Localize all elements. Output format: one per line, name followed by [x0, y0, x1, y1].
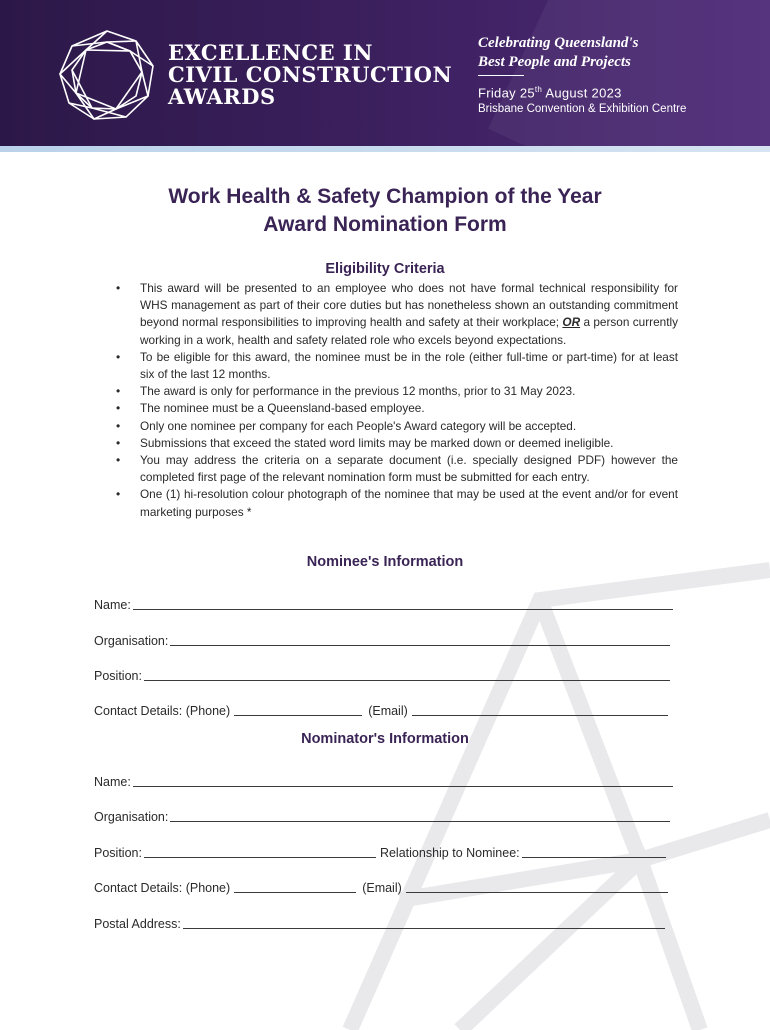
- criteria-item: • You may address the criteria on a separate document (i.e. specially designed PDF) however the completed first page of the relevant nomination form must be submitted for each entry.: [116, 452, 678, 486]
- nominator-contact-field: [94, 877, 668, 895]
- nominator-organisation-input[interactable]: [170, 809, 670, 822]
- event-venue: Brisbane Convention & Exhibition Centre: [478, 103, 687, 115]
- nominee-organisation-field: [94, 630, 670, 648]
- nominee-phone-label: Contact Details: (Phone): [94, 704, 231, 718]
- nominee-position-input[interactable]: [144, 668, 670, 681]
- nominee-phone-input[interactable]: [234, 703, 362, 716]
- nominator-heading: Nominator's Information: [301, 731, 469, 747]
- eligibility-criteria-list: [116, 280, 678, 521]
- nominee-position-field: [94, 665, 670, 683]
- nominator-postal-label: Postal Address:: [94, 917, 181, 931]
- title-line: Award Nomination Form: [263, 213, 507, 236]
- nominee-heading: Nominee's Information: [306, 554, 464, 570]
- brand-line: EXCELLENCE IN: [168, 40, 373, 65]
- header-banner: [0, 0, 770, 146]
- nominator-position-input[interactable]: [144, 845, 376, 858]
- criteria-text: a person currently working in a work, health and safety related role who excels beyond expectations.: [140, 315, 678, 347]
- nominator-relationship-input[interactable]: [522, 845, 666, 858]
- eligibility-heading: Eligibility Criteria: [325, 261, 445, 277]
- nominator-phone-label: Contact Details: (Phone): [94, 881, 231, 895]
- nominee-contact-field: [94, 700, 668, 718]
- event-date-month-year: August 2023: [542, 85, 622, 101]
- nominator-name-field: [94, 771, 673, 789]
- nominator-name-label: Name:: [94, 775, 131, 789]
- awards-brand-name: [168, 42, 452, 108]
- criteria-item: • Submissions that exceed the stated word limits may be marked down or deemed ineligible.: [116, 435, 678, 452]
- banner-stripe: [0, 146, 770, 152]
- nominee-organisation-input[interactable]: [170, 633, 670, 646]
- awards-logo-icon: [56, 28, 158, 122]
- banner-decoration: [488, 0, 770, 146]
- nominator-organisation-field: [94, 806, 670, 824]
- criteria-item: • The award is only for performance in the previous 12 months, prior to 31 May 2023.: [116, 383, 678, 400]
- nominator-position-label: Position:: [94, 846, 142, 860]
- criteria-item: • To be eligible for this award, the nominee must be in the role (either full-time or part-time) for at least six of the last 12 months.: [116, 349, 678, 383]
- nominator-relationship-label: Relationship to Nominee:: [379, 846, 520, 860]
- nominee-name-label: Name:: [94, 598, 131, 612]
- nominator-position-field: [94, 842, 666, 860]
- criteria-item: [116, 280, 678, 349]
- nominator-email-input[interactable]: [406, 880, 668, 893]
- nominator-organisation-label: Organisation:: [94, 810, 169, 824]
- criteria-or-emphasis: OR: [562, 315, 581, 330]
- tagline-divider: [478, 75, 524, 76]
- event-date-ordinal: th: [534, 85, 543, 94]
- nominee-organisation-label: Organisation:: [94, 634, 169, 648]
- tagline-line: Best People and Projects: [478, 54, 631, 70]
- nominee-position-label: Position:: [94, 669, 142, 683]
- nominator-postal-field: [94, 913, 665, 931]
- criteria-item: • One (1) hi-resolution colour photograph of the nominee that may be used at the event and/or for event marketing purposes *: [116, 486, 678, 520]
- criteria-item: • Only one nominee per company for each People's Award category will be accepted.: [116, 418, 678, 435]
- nominator-phone-input[interactable]: [234, 880, 356, 893]
- nominee-email-label: (Email): [368, 704, 408, 718]
- title-line: Work Health & Safety Champion of the Year: [168, 185, 602, 208]
- criteria-item: • The nominee must be a Queensland-based employee.: [116, 400, 678, 417]
- form-title: [0, 183, 770, 239]
- nominator-postal-input[interactable]: [183, 916, 665, 929]
- brand-line: CIVIL CONSTRUCTION: [168, 62, 453, 87]
- event-date: [478, 85, 622, 100]
- brand-line: AWARDS: [168, 84, 276, 109]
- criteria-text: This award will be presented to an employee who does not have formal technical responsibility for WHS management as part of their core duties but has nonetheless shown an outstanding commitment beyond normal responsibilities to improving health and safety at their workplace;: [140, 281, 678, 330]
- event-date-day: Friday 25: [478, 85, 535, 101]
- nominator-name-input[interactable]: [133, 774, 673, 787]
- nominator-email-label: (Email): [362, 881, 402, 895]
- nominee-name-input[interactable]: [133, 597, 673, 610]
- nominee-email-input[interactable]: [412, 703, 668, 716]
- tagline-line: Celebrating Queensland's: [478, 35, 639, 51]
- nominee-name-field: [94, 594, 673, 612]
- event-tagline: [478, 34, 638, 72]
